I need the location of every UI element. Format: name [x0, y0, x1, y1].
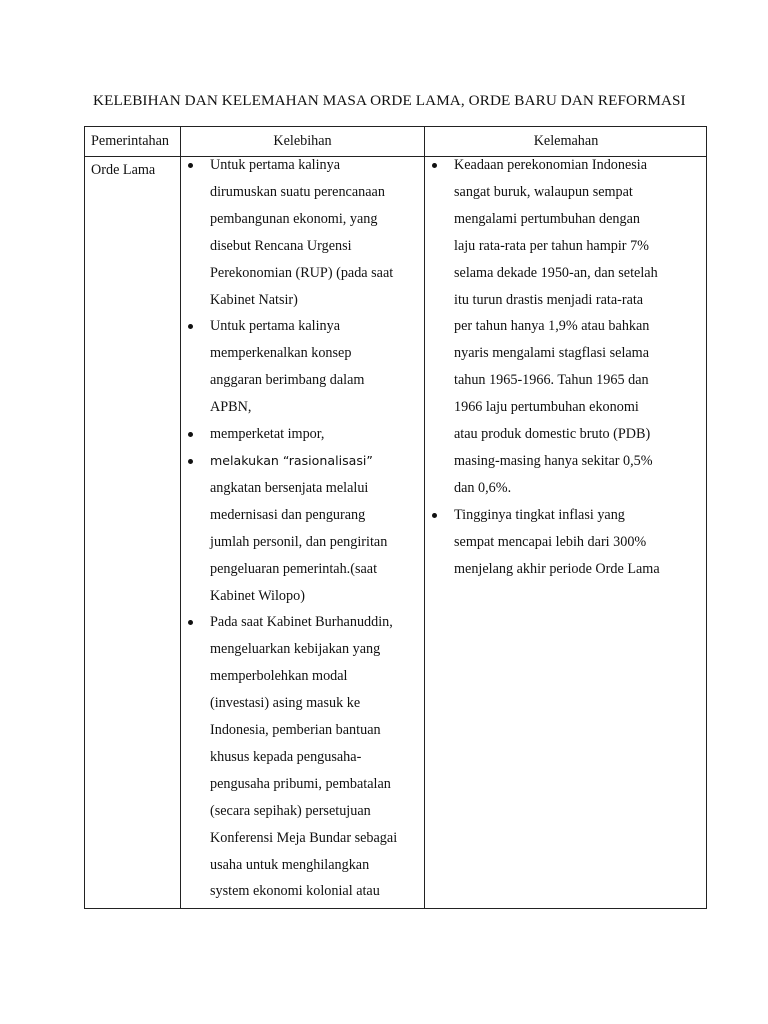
list-item: Untuk pertama kalinya dirumuskan suatu perencanaan pembangunan ekonomi, yang disebut Rencana Urgensi Perekonomian (RUP) (pada saat Kabinet Natsir)	[181, 152, 424, 313]
list-item: Untuk pertama kalinya memperkenalkan konsep anggaran berimbang dalam APBN,	[181, 313, 424, 421]
list-item: melakukan “rasionalisasi” angkatan bersenjata melalui medernisasi dan pengurang jumlah personil, dan pengiritan pengeluaran pemerintah.(saat Kabinet Wilopo)	[181, 448, 424, 609]
list-item: Keadaan perekonomian Indonesia sangat buruk, walaupun sempat mengalami pertumbuhan dengan laju rata-rata per tahun hampir 7% selama dekade 1950-an, dan setelah itu turun drastis menjadi rata-rata per tahun hanya 1,9% atau bahkan nyaris mengalami stagflasi selama tahun 1965-1966. Tahun 1965 dan 1966 laju pertumbuhan ekonomi atau produk domestic bruto (PDB) masing-masing hanya sekitar 0,5% dan 0,6%.	[425, 152, 707, 502]
kelebihan-list	[181, 152, 424, 905]
comparison-table	[84, 126, 707, 909]
kelemahan-list	[425, 152, 707, 583]
header-pemerintahan: Pemerintahan	[91, 133, 170, 149]
list-item: memperketat impor,	[181, 421, 424, 448]
list-item: Tingginya tingkat inflasi yang sempat mencapai lebih dari 300% menjelang akhir periode Orde Lama	[425, 502, 707, 583]
row-pemerintahan: Orde Lama	[91, 162, 156, 178]
document-title: KELEBIHAN DAN KELEMAHAN MASA ORDE LAMA, ORDE BARU DAN REFORMASI	[93, 92, 686, 109]
header-kelemahan: Kelemahan	[533, 133, 599, 149]
header-kelebihan: Kelebihan	[273, 133, 332, 149]
list-item: Pada saat Kabinet Burhanuddin, mengeluarkan kebijakan yang memperbolehkan modal (investasi) asing masuk ke Indonesia, pemberian bantuan khusus kepada pengusaha- pengusaha pribumi, pembatalan (secara sepihak) persetujuan Konferensi Meja Bundar sebagai usaha untuk menghilangkan system ekonomi kolonial atau	[181, 609, 424, 905]
